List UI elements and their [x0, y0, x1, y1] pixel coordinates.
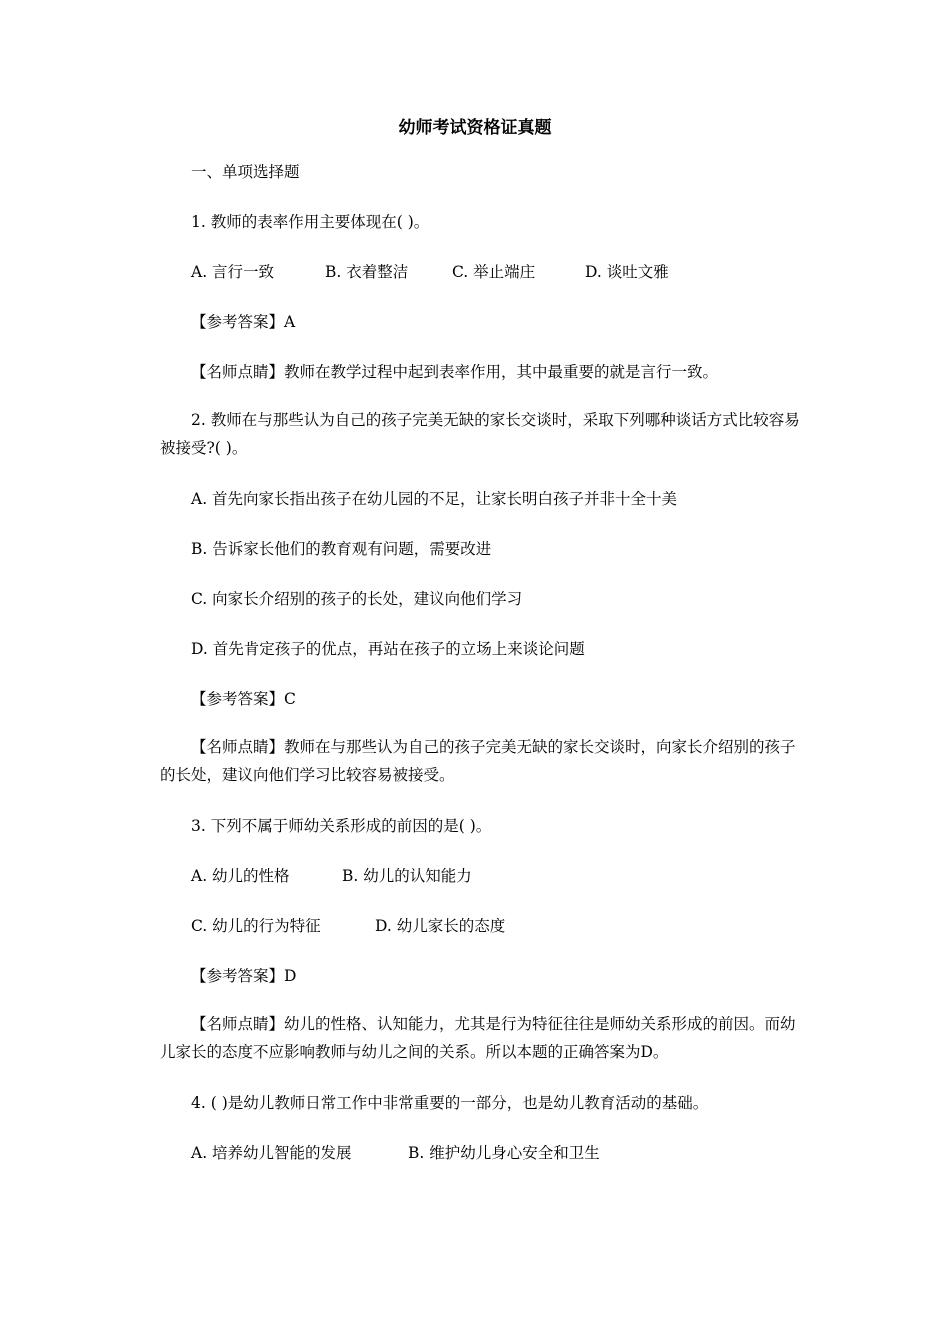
q2-answer: 【参考答案】C [191, 690, 296, 708]
section-heading: 一、单项选择题 [191, 163, 300, 181]
q3-option-d: D. 幼儿家长的态度 [375, 917, 506, 935]
q2-comment: 【名师点睛】教师在与那些认为自己的孩子完美无缺的家长交谈时，向家长介绍别的孩子的长处，建议向他们学习比较容易被接受。 [160, 738, 796, 784]
q4-stem: 4. ( )是幼儿教师日常工作中非常重要的一部分，也是幼儿教育活动的基础。 [191, 1094, 709, 1112]
q4-option-a: A. 培养幼儿智能的发展 [191, 1144, 352, 1162]
q1-stem: 1. 教师的表率作用主要体现在( )。 [191, 213, 430, 231]
q2-stem: 2. 教师在与那些认为自己的孩子完美无缺的家长交谈时，采取下列哪种谈话方式比较容易被接受?( )。 [160, 411, 800, 457]
q3-option-a: A. 幼儿的性格 [191, 867, 290, 885]
q1-option-a: A. 言行一致 [191, 263, 275, 281]
q2-option-c: C. 向家长介绍别的孩子的长处，建议向他们学习 [191, 590, 523, 608]
q3-answer: 【参考答案】D [191, 967, 297, 985]
q4-option-b: B. 维护幼儿身心安全和卫生 [408, 1144, 600, 1162]
q1-comment: 【名师点睛】教师在教学过程中起到表率作用，其中最重要的就是言行一致。 [191, 363, 719, 381]
q2-option-a: A. 首先向家长指出孩子在幼儿园的不足，让家长明白孩子并非十全十美 [191, 490, 678, 508]
q3-comment: 【名师点睛】幼儿的性格、认知能力，尤其是行为特征往往是师幼关系形成的前因。而幼儿家长的态度不应影响教师与幼儿之间的关系。所以本题的正确答案为D。 [160, 1015, 796, 1061]
q1-option-c: C. 举止端庄 [452, 263, 536, 281]
q1-option-d: D. 谈吐文雅 [585, 263, 669, 281]
document-title: 幼师考试资格证真题 [398, 118, 552, 138]
q1-option-b: B. 衣着整洁 [325, 263, 409, 281]
q3-option-b: B. 幼儿的认知能力 [342, 867, 472, 885]
q3-option-c: C. 幼儿的行为特征 [191, 917, 321, 935]
q2-option-b: B. 告诉家长他们的教育观有问题，需要改进 [191, 540, 492, 558]
q3-stem: 3. 下列不属于师幼关系形成的前因的是( )。 [191, 817, 492, 835]
q2-option-d: D. 首先肯定孩子的优点，再站在孩子的立场上来谈论问题 [191, 640, 585, 658]
q1-answer: 【参考答案】A [191, 313, 296, 331]
